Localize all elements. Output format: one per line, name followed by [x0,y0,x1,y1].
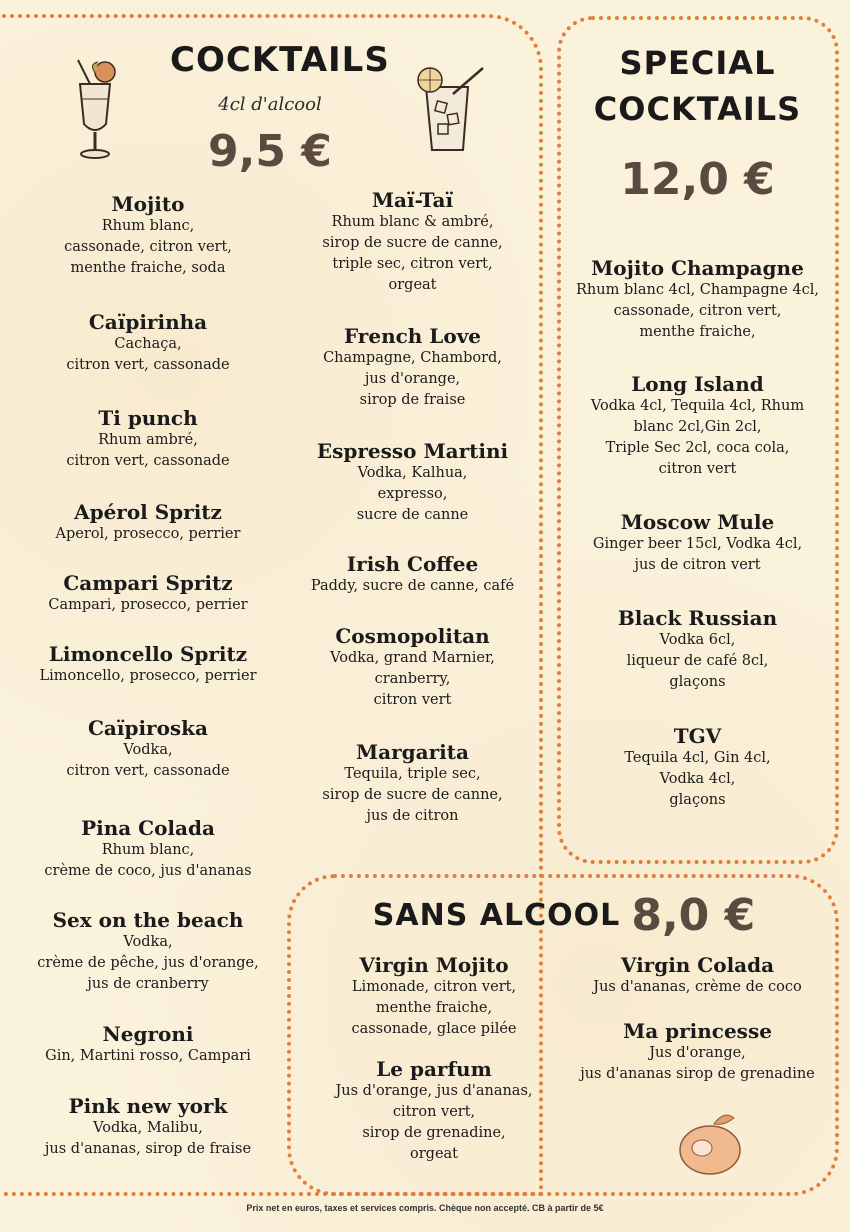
item-description-line: menthe fraiche, soda [70,260,226,276]
item-name: Caïpirinha [88,310,208,334]
item-description-line: jus de citron vert [634,557,761,573]
lemon-glass-icon [408,62,488,157]
cocktail-item [12,908,284,995]
cocktails-title: COCKTAILS [170,40,390,80]
item-description-line: cassonade, citron vert, [64,239,232,255]
item-description-line: blanc 2cl,Gin 2cl, [633,419,762,435]
item-name: French Love [343,324,482,348]
item-description-line: menthe fraiche, [639,324,756,340]
item-name: Cosmopolitan [335,624,490,648]
item-description-line: Vodka, Kalhua, [357,465,468,481]
special-item [560,372,835,480]
item-name: Pink new york [68,1094,228,1118]
cocktails-price: 9,5 € [208,126,332,177]
item-description-line: citron vert, [392,1104,476,1120]
item-name: Ti punch [98,406,198,430]
sans-alcool-item [560,1019,835,1085]
special-price: 12,0 € [620,154,775,205]
item-description-line: Triple Sec 2cl, coca cola, [605,440,790,456]
special-item [560,510,835,576]
item-description-line: sucre de canne [356,507,469,523]
item-description-line: Gin, Martini rosso, Campari [45,1048,251,1064]
item-name: Campari Spritz [63,571,233,595]
item-name: Negroni [102,1022,194,1046]
cocktail-item [12,642,284,687]
border-join [300,1180,301,1181]
item-name: Maï-Taï [371,188,454,212]
item-description-line: sirop de grenadine, [362,1125,506,1141]
cocktail-item [12,192,284,279]
sans-alcool-item [300,953,568,1040]
item-description-line: orgeat [410,1146,458,1162]
cocktail-item [290,324,535,411]
item-description-line: Rhum blanc, [101,842,195,858]
item-description-line: Vodka 6cl, [659,632,736,648]
item-description-line: Vodka, grand Marnier, [330,650,495,666]
item-description-line: citron vert, cassonade [66,453,230,469]
item-description-line: Vodka, Malibu, [93,1120,203,1136]
item-description-line: triple sec, citron vert, [332,256,493,272]
item-description-line: citron vert [373,692,452,708]
cocktail-glass-icon [60,54,130,164]
special-item [560,606,835,693]
item-name: Margarita [356,740,469,764]
item-description-line: Jus d'orange, [649,1045,746,1061]
sans-alcool-title: SANS ALCOOL [372,898,621,933]
item-description-line: citron vert, cassonade [66,357,230,373]
item-description-line: sirop de sucre de canne, [322,235,503,251]
item-name: Mojito [111,192,185,216]
item-description-line: citron vert [658,461,737,477]
item-description-line: Aperol, prosecco, perrier [55,526,241,542]
item-description-line: Tequila 4cl, Gin 4cl, [624,750,771,766]
item-description-line: cassonade, citron vert, [613,303,782,319]
item-name: Virgin Colada [620,953,775,977]
special-item [560,256,835,343]
footer-note: Prix net en euros, taxes et services compris. Chèque non accepté. CB à partir de 5€ [246,1203,604,1213]
cocktail-item [12,310,284,376]
item-name: Espresso Martini [316,439,509,463]
item-description-line: orgeat [388,277,437,293]
item-description-line: Limoncello, prosecco, perrier [39,668,257,684]
item-name: Ma princesse [623,1019,772,1043]
cocktails-subtitle: 4cl d'alcool [218,94,322,115]
item-name: Black Russian [617,606,778,630]
item-description-line: liqueur de café 8cl, [626,653,769,669]
special-title-line2: COCKTAILS [593,90,802,128]
sans-alcool-item [560,953,835,998]
item-description-line: jus d'ananas sirop de grenadine [580,1066,815,1082]
item-description-line: Jus d'orange, jus d'ananas, [335,1083,533,1099]
cocktail-item [290,624,535,711]
item-description-line: Limonade, citron vert, [351,979,517,995]
cocktail-item [290,188,535,296]
item-name: Limoncello Spritz [48,642,248,666]
item-description-line: menthe fraiche, [375,1000,493,1016]
cocktail-item [290,439,535,526]
item-name: Caïpiroska [87,716,208,740]
peach-icon [668,1108,748,1178]
special-item [560,724,835,811]
item-description-line: Paddy, sucre de canne, café [310,578,515,594]
item-description-line: Rhum blanc 4cl, Champagne 4cl, [576,282,819,298]
sans-alcool-header [290,890,838,941]
item-description-line: expresso, [377,486,448,502]
sans-alcool-price: 8,0 € [631,890,756,941]
cocktail-item [290,740,535,827]
item-description-line: Vodka, [123,934,173,950]
item-name: Le parfum [376,1057,492,1081]
item-description-line: Vodka, [123,742,173,758]
cocktail-item [290,552,535,597]
item-name: Mojito Champagne [591,256,804,280]
item-description-line: glaçons [669,792,726,808]
item-description-line: citron vert, cassonade [66,763,230,779]
cocktail-item [12,1094,284,1160]
item-description-line: jus d'ananas, sirop de fraise [44,1141,252,1157]
item-description-line: Rhum blanc & ambré, [331,214,494,230]
item-description-line: Rhum blanc, [101,218,195,234]
item-description-line: cassonade, glace pilée [351,1021,517,1037]
item-description-line: crème de pêche, jus d'orange, [37,955,259,971]
item-description-line: Rhum ambré, [98,432,198,448]
item-description-line: jus de cranberry [87,976,209,992]
item-description-line: glaçons [669,674,726,690]
item-description-line: Ginger beer 15cl, Vodka 4cl, [592,536,803,552]
cocktail-item [12,571,284,616]
sans-alcool-item [300,1057,568,1165]
item-description-line: Tequila, triple sec, [344,766,481,782]
cocktail-item [12,816,284,882]
item-name: Pina Colada [81,816,215,840]
item-description-line: sirop de fraise [359,392,466,408]
item-description-line: Jus d'ananas, crème de coco [593,979,802,995]
item-description-line: Cachaça, [114,336,182,352]
item-name: Irish Coffee [346,552,479,576]
item-description-line: Vodka 4cl, Tequila 4cl, Rhum [590,398,805,414]
item-name: Long Island [631,372,764,396]
cocktail-item [12,406,284,472]
item-description-line: sirop de sucre de canne, [322,787,503,803]
item-description-line: cranberry, [374,671,451,687]
item-description-line: jus d'orange, [364,371,461,387]
special-title-line1: SPECIAL [619,44,776,82]
cocktail-item [12,500,284,545]
item-name: TGV [673,724,722,748]
item-description-line: Campari, prosecco, perrier [48,597,248,613]
cocktail-item [12,716,284,782]
item-name: Apérol Spritz [74,500,222,524]
item-name: Sex on the beach [52,908,244,932]
item-description-line: Champagne, Chambord, [323,350,502,366]
cocktail-item [12,1022,284,1067]
item-name: Virgin Mojito [359,953,509,977]
item-description-line: jus de citron [366,808,459,824]
item-name: Moscow Mule [620,510,775,534]
item-description-line: crème de coco, jus d'ananas [44,863,252,879]
item-description-line: Vodka 4cl, [659,771,736,787]
